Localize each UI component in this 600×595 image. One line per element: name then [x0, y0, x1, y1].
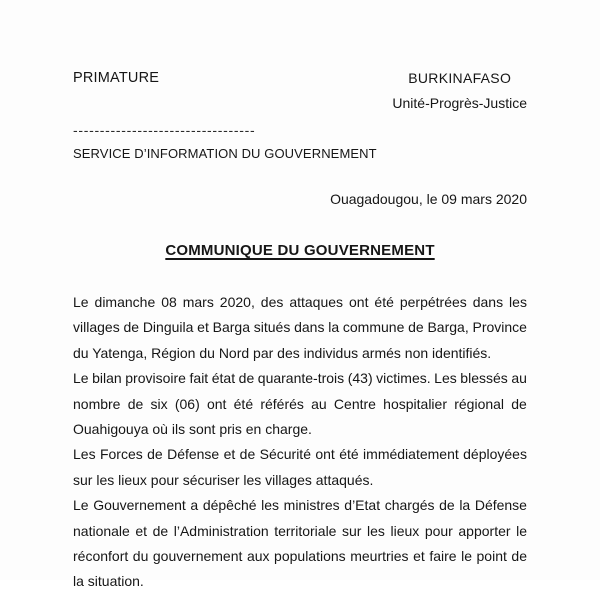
body-line: nationale et de l’Administration territoriale sur les lieux pour apporter le [73, 522, 527, 539]
divider-dashes: ---------------------------------- [73, 122, 256, 138]
body-line: Les Forces de Défense et de Sécurité ont été immédiatement déployées [73, 446, 527, 463]
body-line: Le bilan provisoire fait état de quarante-trois (43) victimes. Les blessés au [73, 370, 527, 387]
body-line: Le dimanche 08 mars 2020, des attaques ont été perpétrées dans les [73, 294, 527, 310]
country-name: BURKINAFASO [408, 70, 512, 86]
country-block [392, 66, 527, 116]
country-motto: Unité-Progrès-Justice [392, 95, 527, 111]
body-line: réconfort du gouvernement aux populations meurtries et faire le point de [73, 547, 527, 564]
issuer-name: PRIMATURE [73, 70, 160, 86]
body-line: nombre de six (06) ont été référés au Centre hospitalier régional de [73, 395, 527, 412]
service-line: SERVICE D’INFORMATION DU GOUVERNEMENT [73, 146, 377, 161]
dateline: Ouagadougou, le 09 mars 2020 [330, 191, 527, 207]
body-line: villages de Dinguila et Barga situés dans la commune de Barga, Province [73, 319, 527, 336]
body-text [73, 290, 527, 595]
body-line: du Yatenga, Région du Nord par des individus armés non identifiés. [73, 344, 492, 361]
body-line: Ouahigouya où ils sont pris en charge. [73, 420, 312, 437]
body-line: sur les lieux pour sécuriser les villages attaqués. [73, 471, 374, 488]
document-title: COMMUNIQUE DU GOUVERNEMENT [165, 242, 435, 259]
body-line: Le Gouvernement a dépêché les ministres d’Etat chargés de la Défense [73, 497, 527, 514]
title-row [0, 242, 600, 260]
body-line: la situation. [73, 573, 144, 590]
